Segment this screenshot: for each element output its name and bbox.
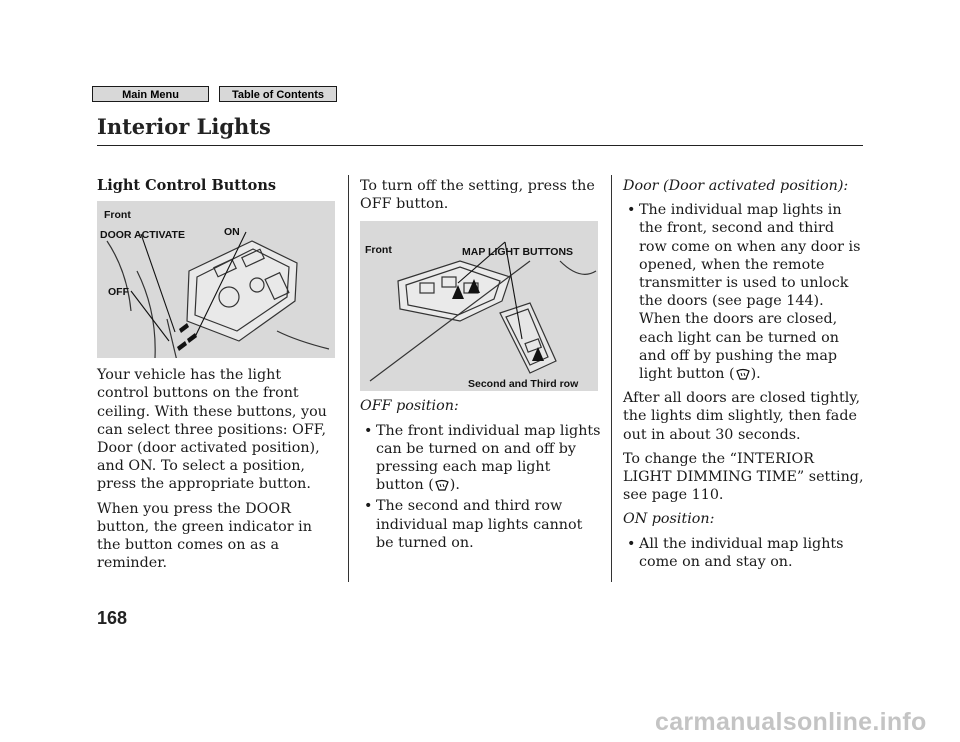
column-3 bbox=[623, 177, 865, 577]
list-item: • The front individual map lights can be turned on and off by pressing each map light button ( ). bbox=[360, 422, 602, 495]
map-light-figure bbox=[360, 221, 598, 391]
figure-label-front: Front bbox=[104, 209, 131, 222]
page-number: 168 bbox=[97, 608, 128, 628]
figure-label-off: OFF bbox=[108, 286, 129, 299]
figure-label-map-light-buttons: MAP LIGHT BUTTONS bbox=[462, 246, 574, 259]
column-divider-2 bbox=[611, 175, 612, 582]
map-light-button-icon bbox=[736, 367, 750, 379]
figure-label-on: ON bbox=[224, 226, 240, 239]
off-setting-intro: To turn off the setting, press the OFF button. bbox=[360, 178, 595, 213]
light-control-description: Your vehicle has the light control buttons on the front ceiling. With these buttons, you can select three positions: OFF, Door (door activated position), and ON. To select a position, press the appropriate button. bbox=[97, 367, 327, 493]
on-position-list bbox=[623, 535, 865, 571]
front-ceiling-figure bbox=[97, 201, 335, 358]
dimming-time-reference: To change the “INTERIOR LIGHT DIMMING TIME” setting, see page 110. bbox=[623, 450, 864, 504]
column-1 bbox=[97, 177, 337, 578]
figure-label-second-third-row: Second and Third row bbox=[468, 378, 579, 391]
list-item: • The second and third row individual map lights cannot be turned on. bbox=[360, 497, 602, 552]
section-title: Interior Lights bbox=[97, 114, 271, 139]
off-position-heading: OFF position: bbox=[360, 398, 459, 415]
ceiling-console-illustration bbox=[97, 201, 335, 358]
on-position-heading: ON position: bbox=[623, 511, 715, 528]
main-menu-button[interactable]: Main Menu bbox=[92, 86, 209, 102]
column-2 bbox=[360, 177, 602, 558]
door-position-heading: Door (Door activated position): bbox=[623, 178, 849, 194]
list-item: • The individual map lights in the front, second and third row come on when any door is opened, when the remote transmitter is used to unlock the doors (see page 144). When the doors are closed, each light can be turned on and off by pushing the map light button ( ). bbox=[623, 201, 865, 383]
door-button-indicator-note: When you press the DOOR button, the green indicator in the button comes on as a reminder. bbox=[97, 500, 312, 572]
map-light-button-icon bbox=[435, 478, 449, 490]
title-divider bbox=[97, 145, 863, 146]
figure-label-front: Front bbox=[365, 244, 392, 257]
column-divider-1 bbox=[348, 175, 349, 582]
door-position-list bbox=[623, 201, 865, 383]
off-position-list bbox=[360, 422, 602, 552]
table-of-contents-button[interactable]: Table of Contents bbox=[219, 86, 337, 102]
light-control-heading: Light Control Buttons bbox=[97, 177, 277, 194]
fade-out-description: After all doors are closed tightly, the lights dim slightly, then fade out in about 30 seconds. bbox=[623, 390, 861, 443]
watermark: carmanualsonline.info bbox=[655, 708, 927, 736]
list-item: • All the individual map lights come on and stay on. bbox=[623, 535, 865, 571]
figure-label-door-activate: DOOR ACTIVATE bbox=[100, 229, 185, 242]
